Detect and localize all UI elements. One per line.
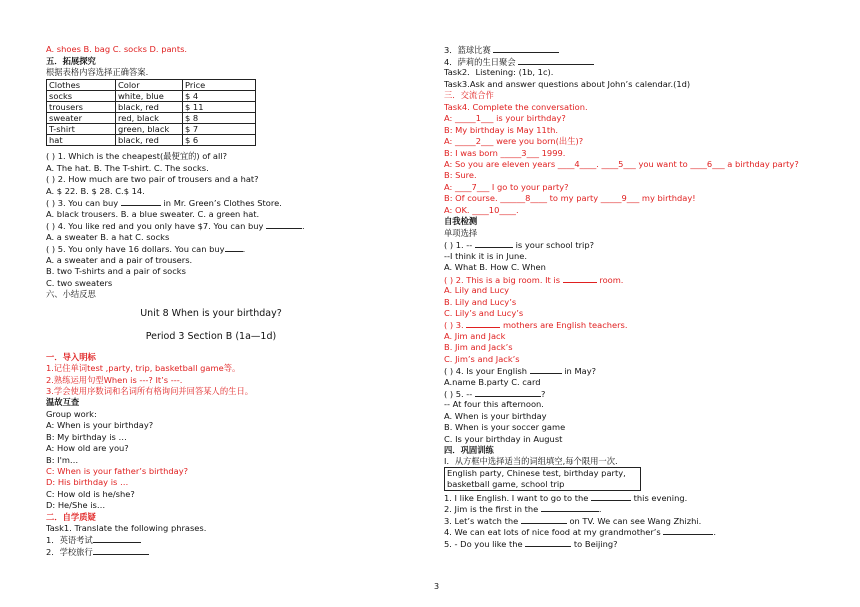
mc-question-2-end: room. [596, 275, 624, 285]
phrase-3-text: 3．篮球比赛 [444, 45, 494, 55]
conversation-line: A: _____1___ is your birthday? [444, 113, 566, 123]
mc-question-4-end: in May? [561, 366, 597, 376]
table-header-cell: Color [116, 80, 183, 91]
table-row [47, 124, 256, 135]
self-check-title: 自我检测 [444, 216, 478, 226]
previous-options-line: A. shoes B. bag C. socks D. pants. [46, 44, 188, 54]
phrase-2 [46, 546, 149, 558]
word-box [444, 467, 641, 491]
question-5-option-b: B. two T-shirts and a pair of socks [46, 266, 186, 276]
question-3-options: A. black trousers. B. a blue sweater. C. a green hat. [46, 209, 260, 219]
question-5 [46, 243, 245, 255]
fill-question-3-end: on TV. We can see Wang Zhizhi. [566, 516, 702, 526]
mc-question-2-option-b: B. Lily and Lucy’s [444, 297, 517, 307]
fill-question-4-start: 4. We can eat lots of nice food at my grandmother’s [444, 527, 664, 537]
answer-blank[interactable] [591, 492, 631, 501]
answer-blank[interactable] [266, 220, 302, 229]
section-3-title: 三．交流合作 [444, 90, 494, 100]
answer-blank[interactable] [518, 56, 594, 65]
answer-blank[interactable] [93, 534, 141, 543]
mc-question-3-option-c: C. Jim’s and Jack’s [444, 354, 520, 364]
dialogue-line: D: He/She is… [46, 500, 106, 510]
conversation-line: A: _____2___ were you born(出生)? [444, 136, 584, 146]
table-cell: sweater [47, 113, 116, 124]
conversation-line: A: ____7___ I go to your party? [444, 182, 569, 192]
table-cell: white, blue [116, 91, 183, 102]
table-cell: black, red [116, 102, 183, 113]
section-1-title: 一．导入明标 [46, 352, 96, 362]
mc-question-2-option-a: A. Lily and Lucy [444, 285, 510, 295]
fill-question-5-start: 5. - Do you like the [444, 539, 526, 549]
conversation-line: B: I was born _____3___ 1999. [444, 148, 566, 158]
mc-question-3-start: ( ) 3. [444, 320, 467, 330]
table-cell: T-shirt [47, 124, 116, 135]
task-4: Task4. Complete the conversation. [444, 102, 588, 112]
table-cell: black, red [116, 135, 183, 146]
question-3-text-end: in Mr. Green’s Clothes Store. [160, 198, 282, 208]
table-row [47, 91, 256, 102]
conversation-line: B: Sure. [444, 170, 477, 180]
mc-question-1 [444, 239, 594, 251]
question-4-text-start: ( ) 4. You like red and you only have $7. You can buy [46, 221, 267, 231]
question-5-text-end: . [242, 244, 246, 254]
mc-question-4 [444, 365, 596, 377]
table-cell: $ 6 [183, 135, 256, 146]
section-5-instruction: 根据表格内容选择正确答案. [46, 67, 149, 77]
question-3-text-start: ( ) 3. You can buy [46, 198, 121, 208]
answer-blank[interactable] [663, 526, 713, 535]
conversation-line: A: So you are eleven years ____4____. ____5___ you want to ____6___ a birthday party? [444, 159, 799, 169]
dialogue-line: C: When is your father’s birthday? [46, 466, 189, 476]
period-title: Period 3 Section B (1a—1d) [145, 331, 277, 342]
fill-question-4 [444, 526, 716, 538]
mc-question-3-option-b: B. Jim and Jack’s [444, 342, 513, 352]
question-4-options: A. a sweater B. a hat C. socks [46, 232, 170, 242]
dialogue-line: A: How old are you? [46, 443, 129, 453]
question-2: ( ) 2. How much are two pair of trousers and a hat? [46, 174, 259, 184]
conversation-line: B: My birthday is May 11th. [444, 125, 558, 135]
question-3 [46, 197, 282, 209]
fill-question-1-start: 1. I like English. I want to go to the [444, 493, 592, 503]
question-5-text-start: ( ) 5. You only have 16 dollars. You can buy [46, 244, 225, 254]
table-header-row [47, 80, 256, 91]
fill-question-5-end: to Beijing? [571, 539, 618, 549]
group-work-label: Group work: [46, 409, 97, 419]
mc-question-3-option-a: A. Jim and Jack [444, 331, 506, 341]
task-2: Task2．Listening: (1b, 1c). [444, 67, 554, 77]
table-cell: $ 7 [183, 124, 256, 135]
table-header-cell: Price [183, 80, 256, 91]
section-2-title: 二．自学质疑 [46, 512, 96, 522]
mc-question-1-end: is your school trip? [512, 240, 595, 250]
question-2-options: A. $ 22. B. $ 28. C.$ 14. [46, 186, 145, 196]
phrase-1 [46, 534, 141, 546]
fill-question-4-end: . [713, 527, 717, 537]
answer-blank[interactable] [93, 546, 149, 555]
page-number: 3 [434, 582, 440, 591]
answer-blank[interactable] [525, 538, 571, 547]
answer-blank[interactable] [563, 274, 597, 283]
section-4-title: 四．巩固训练 [444, 445, 494, 455]
table-cell: socks [47, 91, 116, 102]
mc-question-1-reply: --I think it is in June. [444, 251, 527, 261]
unit-title: Unit 8 When is your birthday? [140, 308, 282, 319]
goal-1: 1.记住单词test ,party, trip, basketball game等。 [46, 363, 241, 373]
dialogue-line: D: His birthday is … [46, 477, 129, 487]
word-box-line-1: English party, Chinese test, birthday party, [447, 468, 626, 478]
fill-instruction: Ⅰ．从方框中选择适当的词组填空,每个限用一次. [444, 456, 618, 466]
mc-question-3-end: mothers are English teachers. [500, 320, 628, 330]
question-5-option-a: A. a sweater and a pair of trousers. [46, 255, 193, 265]
fill-question-5 [444, 538, 618, 550]
table-cell: $ 11 [183, 102, 256, 113]
mc-question-4-start: ( ) 4. Is your English [444, 366, 530, 376]
table-cell: hat [47, 135, 116, 146]
multiple-choice-title: 单项选择 [444, 228, 478, 238]
task-3: Task3.Ask and answer questions about John’s calendar.(1d) [444, 79, 691, 89]
phrase-4-text: 4．萨莉的生日聚会 [444, 57, 519, 67]
phrase-3 [444, 44, 559, 56]
answer-blank[interactable] [475, 239, 513, 248]
table-cell: $ 4 [183, 91, 256, 102]
mc-question-5-end: ? [540, 389, 546, 399]
mc-question-5-option-a: A. When is your birthday [444, 411, 547, 421]
section-5-title: 五．拓展探究 [46, 56, 96, 66]
mc-question-5-reply: -- At four this afternoon. [444, 399, 544, 409]
phrase-1-text: 1．英语考试 [46, 535, 93, 545]
table-cell: red, black [116, 113, 183, 124]
table-row [47, 102, 256, 113]
conversation-line: B: Of course. ______8____ to my party _____9___ my birthday! [444, 193, 696, 203]
review-title: 温故互查 [46, 397, 80, 407]
conversation-line: A: OK. ____10____. [444, 205, 519, 215]
answer-blank[interactable] [521, 515, 567, 524]
fill-question-2 [444, 503, 602, 515]
question-4 [46, 220, 305, 232]
dialogue-line: A: When is your birthday? [46, 420, 154, 430]
mc-question-5-start: ( ) 5. -- [444, 389, 475, 399]
table-row [47, 113, 256, 124]
mc-question-3 [444, 319, 627, 331]
question-1-options: A. The hat. B. The T-shirt. C. The socks. [46, 163, 209, 173]
fill-question-3-start: 3. Let’s watch the [444, 516, 521, 526]
question-5-option-c: C. two sweaters [46, 278, 113, 288]
task-1: Task1. Translate the following phrases. [46, 523, 207, 533]
goal-2: 2.熟练运用句型When is ---? It’s ---. [46, 375, 183, 385]
goal-3: 3.学会使用序数词和名词所有格询问并回答某人的生日。 [46, 386, 254, 396]
answer-blank[interactable] [466, 319, 500, 328]
word-box-line-2: basketball game, school trip [447, 479, 565, 489]
fill-question-1-end: this evening. [631, 493, 688, 503]
answer-blank[interactable] [121, 197, 161, 206]
mc-question-1-options: A. What B. How C. When [444, 262, 546, 272]
answer-blank[interactable] [493, 44, 559, 53]
table-row [47, 135, 256, 146]
mc-question-2-start: ( ) 2. This is a big room. It is [444, 275, 563, 285]
question-4-text-end: . [302, 221, 305, 231]
table-cell: trousers [47, 102, 116, 113]
section-6-title: 六、小结反思 [46, 289, 96, 299]
table-cell: $ 8 [183, 113, 256, 124]
answer-blank[interactable] [530, 365, 562, 374]
mc-question-4-options: A.name B.party C. card [444, 377, 541, 387]
clothes-price-table [46, 79, 256, 146]
dialogue-line: B: My birthday is … [46, 432, 127, 442]
mc-question-5-option-c: C. Is your birthday in August [444, 434, 563, 444]
dialogue-line: C: How old is he/she? [46, 489, 135, 499]
table-cell: green, black [116, 124, 183, 135]
dialogue-line: B: I'm… [46, 455, 79, 465]
fill-question-2-end: . [598, 504, 602, 514]
table-header-cell: Clothes [47, 80, 116, 91]
phrase-2-text: 2．学校旅行 [46, 547, 93, 557]
answer-blank[interactable] [475, 388, 541, 397]
question-1: ( ) 1. Which is the cheapest(最便宜的) of all? [46, 151, 228, 161]
mc-question-2-option-c: C. Lily’s and Lucy’s [444, 308, 524, 318]
answer-blank[interactable] [225, 243, 243, 252]
fill-question-2-start: 2. Jim is the first in the [444, 504, 541, 514]
answer-blank[interactable] [541, 503, 599, 512]
mc-question-1-start: ( ) 1. -- [444, 240, 475, 250]
mc-question-5-option-b: B. When is your soccer game [444, 422, 566, 432]
